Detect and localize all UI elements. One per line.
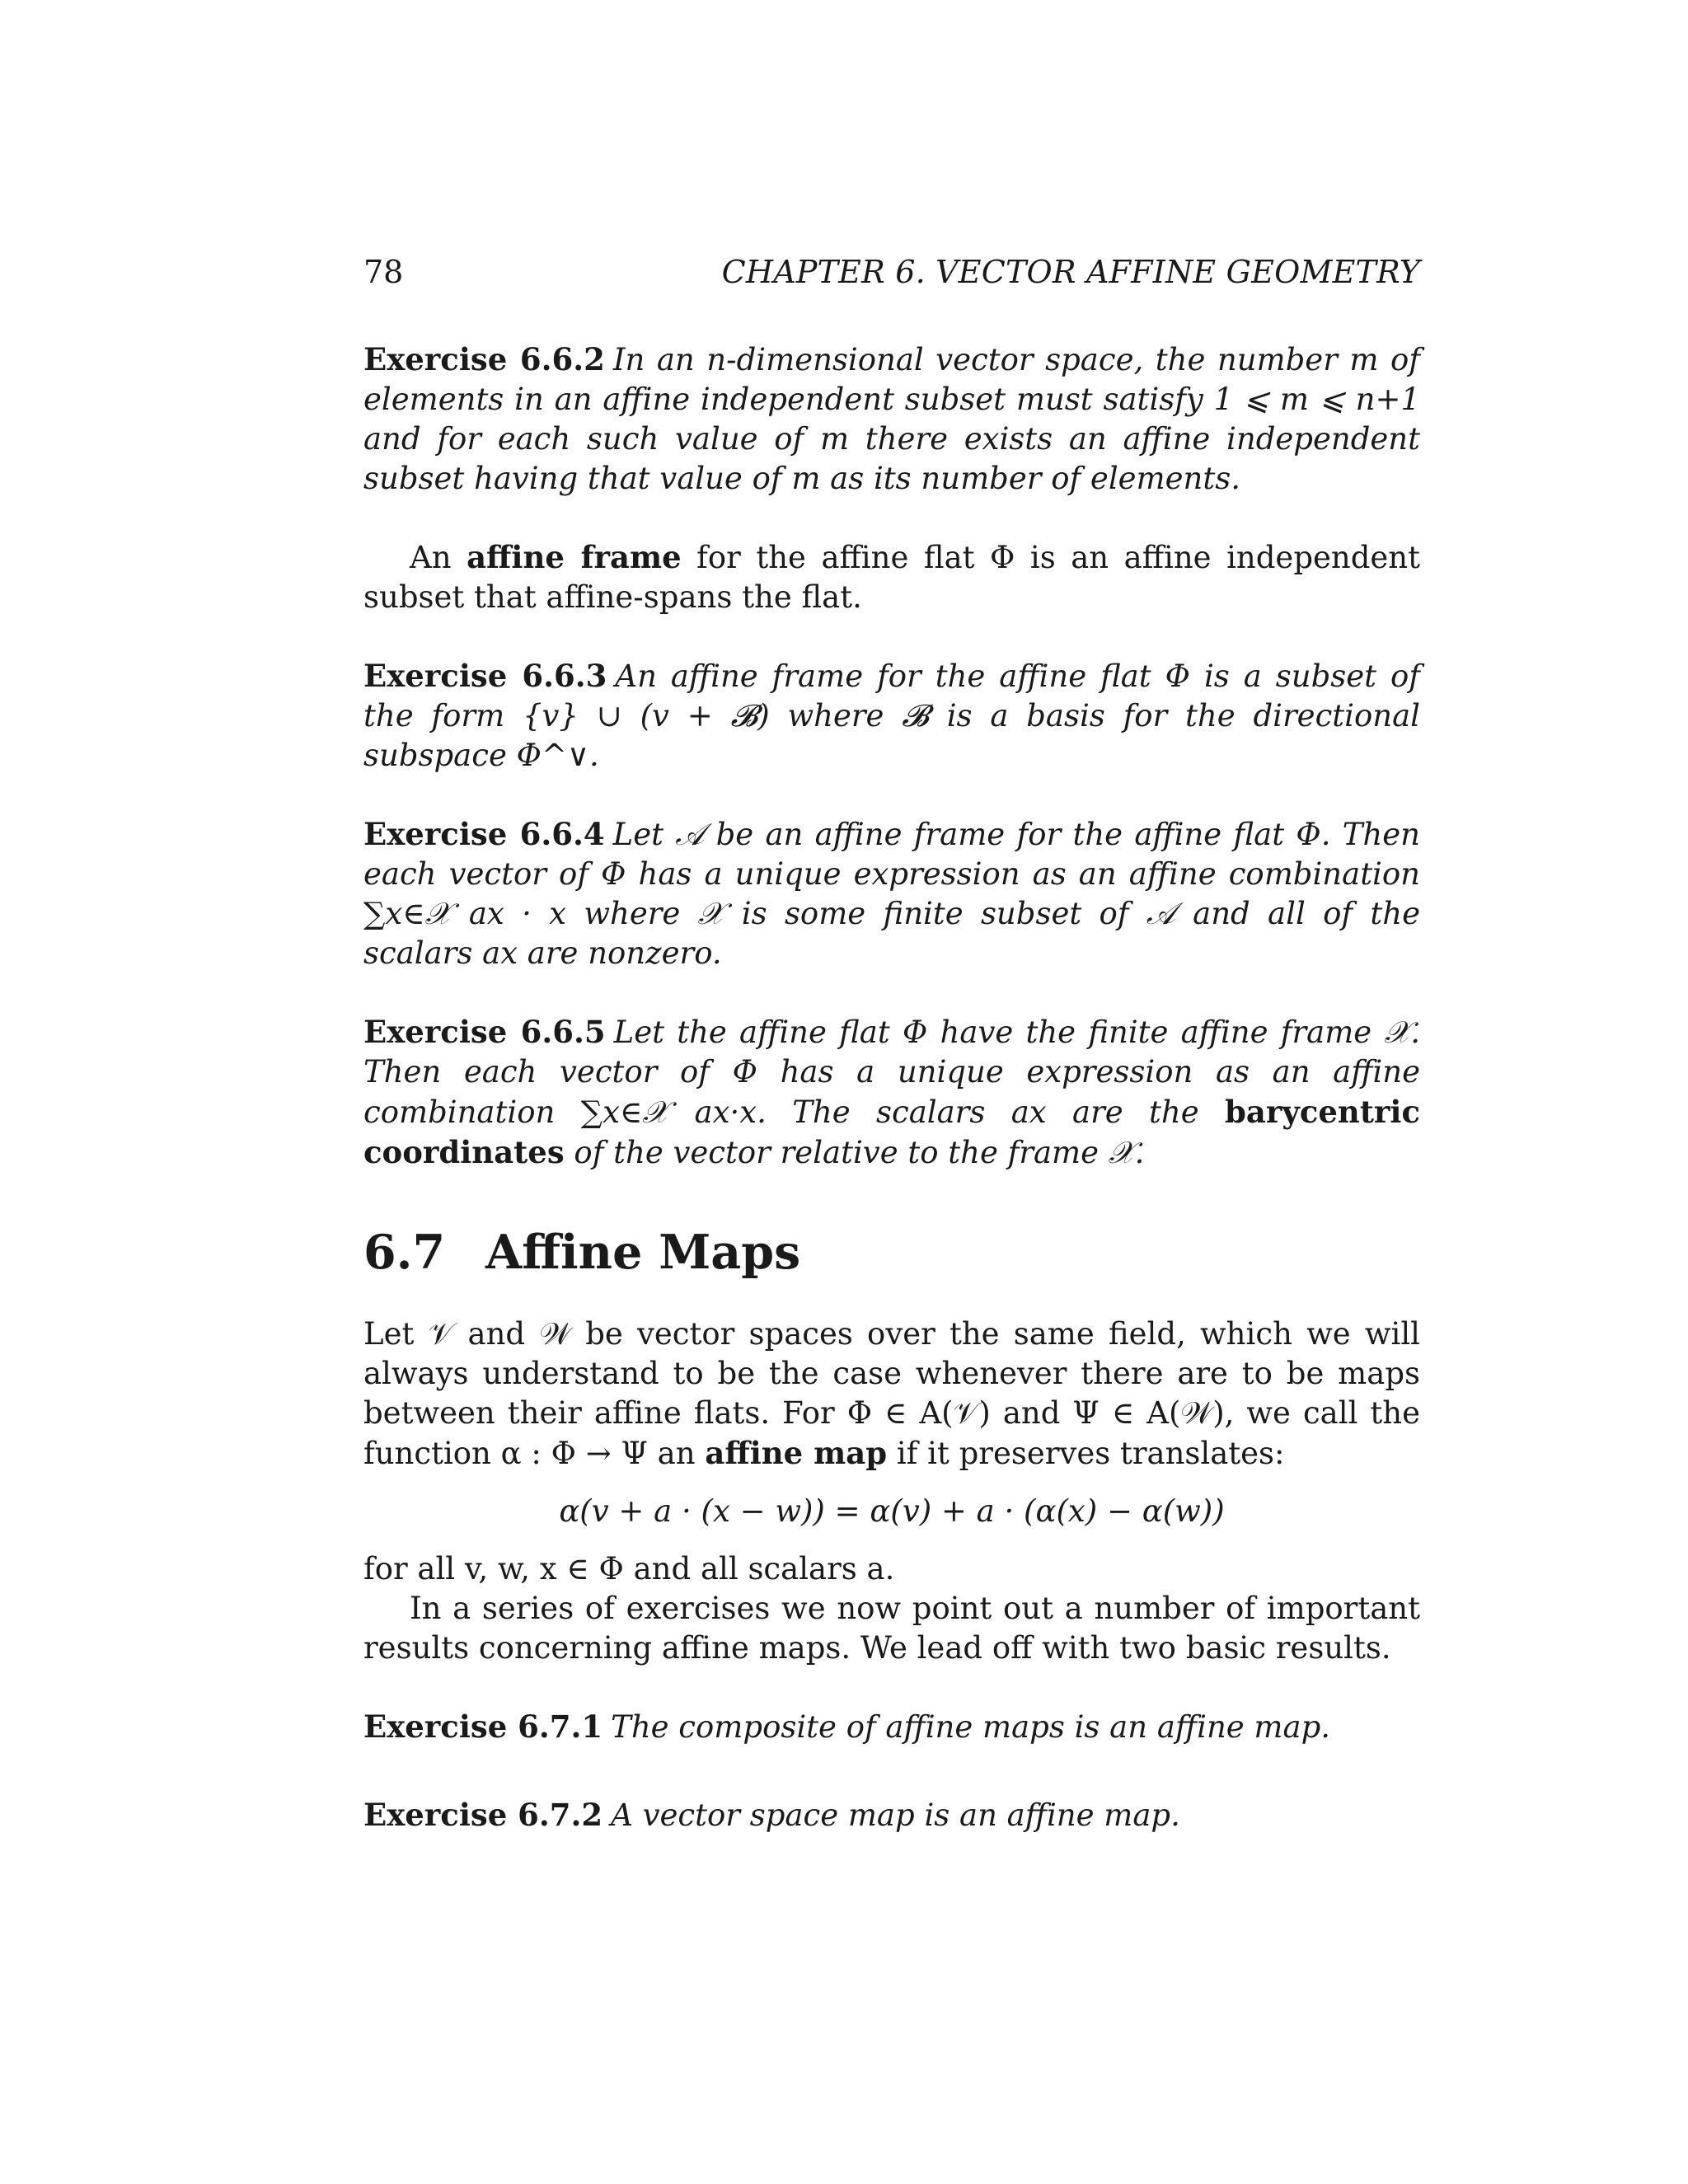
- exercise-label: Exercise 6.6.4: [363, 816, 605, 852]
- running-head: [363, 247, 1420, 297]
- paragraph-text: Let 𝒱 and 𝒲 be vector spaces over the same field, which we will always understand to be the case whenever there are to be maps between their affine flats. For Φ ∈ A(𝒱) and Ψ ∈ A(𝒲), we call the function α : Φ → Ψ an: [363, 1316, 1420, 1471]
- exercise-text: An affine frame for the affine flat Φ is a subset of the form {v} ∪ (v + 𝓑) where 𝓑 is a basis for the directional subspace Φ^∨.: [363, 658, 1420, 773]
- page-number: 78: [363, 254, 404, 290]
- exercise-label: Exercise 6.6.5: [363, 1014, 606, 1050]
- exercise-6-7-1: [363, 1707, 1420, 1747]
- paragraph-text: An: [410, 540, 467, 575]
- exercise-label: Exercise 6.6.3: [363, 658, 607, 694]
- exercise-text: Let 𝒜 be an affine frame for the affine flat Φ. Then each vector of Φ has a unique expression as an affine combination ∑x∈𝒳 ax · x where 𝒳 is some finite subset of 𝒜 and all of the scalars ax are nonzero.: [363, 817, 1420, 971]
- exercise-6-6-3: [363, 656, 1420, 776]
- exercise-label: Exercise 6.6.2: [363, 341, 605, 377]
- exercise-text: The composite of affine maps is an affine map.: [611, 1709, 1331, 1745]
- section-title: Affine Maps: [485, 1225, 801, 1280]
- exercise-text-part: Let the affine flat Φ have the finite affine frame 𝒳. Then each vector of Φ has a unique expression as an affine combination ∑x∈𝒳 ax·x. The scalars ax are the: [363, 1015, 1420, 1130]
- paragraph-affine-maps: [363, 1315, 1420, 1474]
- exercise-text-part: of the vector relative to the frame 𝒳.: [564, 1135, 1145, 1170]
- term-affine-map: affine map: [705, 1435, 888, 1471]
- exercise-text: A vector space map is an affine map.: [611, 1797, 1180, 1833]
- paragraph-text: if it preserves translates:: [887, 1436, 1285, 1471]
- exercise-6-6-4: [363, 814, 1420, 973]
- exercise-6-6-5: [363, 1012, 1420, 1173]
- paragraph-affine-frame: [363, 537, 1420, 617]
- exercise-text: In an n-dimensional vector space, the number m of elements in an affine independent subset must satisfy 1 ⩽ m ⩽ n+1 and for each such value of m there exists an affine independent subset having that value of m as its number of elements.: [363, 342, 1420, 496]
- exercise-label: Exercise 6.7.1: [363, 1708, 603, 1745]
- chapter-title: CHAPTER 6. VECTOR AFFINE GEOMETRY: [721, 254, 1420, 290]
- display-equation: α(v + a · (x − w)) = α(v) + a · (α(x) − α(w)): [559, 1493, 1225, 1529]
- section-number: 6.7: [363, 1225, 446, 1280]
- exercise-6-7-2: [363, 1795, 1420, 1835]
- paragraph-for-all: for all v, w, x ∈ Φ and all scalars a.: [363, 1551, 895, 1586]
- term-barycentric-coordinates: barycentric coordinates: [363, 1094, 1420, 1170]
- page: [363, 247, 1420, 1835]
- exercise-label: Exercise 6.7.2: [363, 1797, 603, 1833]
- term-affine-frame: affine frame: [467, 539, 682, 575]
- paragraph-text: for the affine flat Φ is an affine independent subset that affine-spans the flat.: [363, 540, 1421, 615]
- exercise-6-6-2: [363, 340, 1420, 499]
- paragraph-series: In a series of exercises we now point out a number of important results concerning affine maps. We lead off with two basic results.: [363, 1591, 1420, 1666]
- section-heading: [363, 1224, 1420, 1282]
